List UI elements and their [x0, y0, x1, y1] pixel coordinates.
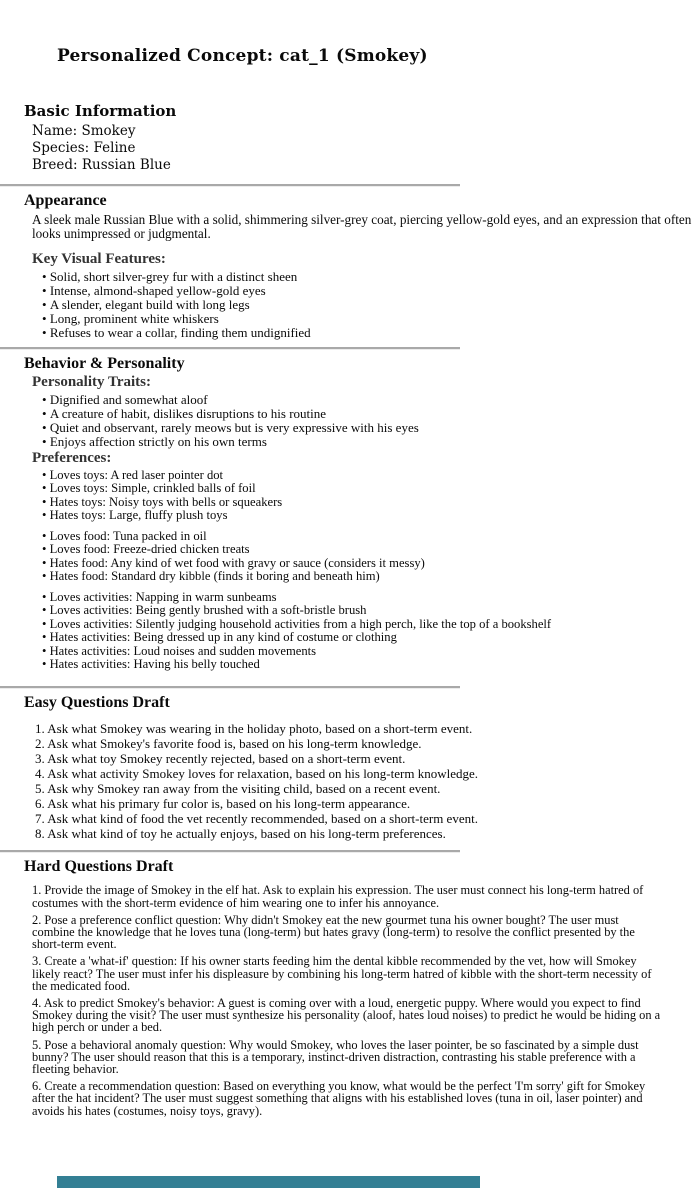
feature-item: • A slender, elegant build with long legs — [32, 298, 620, 312]
preference-item: • Hates toys: Noisy toys with bells or squeakers — [32, 496, 620, 510]
easy-questions-list — [35, 721, 697, 842]
preference-item: • Loves toys: Simple, crinkled balls of foil — [32, 482, 620, 496]
behavior-personality-heading: Behavior & Personality — [24, 355, 185, 373]
personality-traits-heading: Personality Traits: — [32, 374, 152, 391]
preferences-heading: Preferences: — [32, 449, 112, 466]
preference-item: • Hates activities: Being dressed up in any kind of costume or clothing — [32, 631, 620, 645]
preferences-toys-list — [0, 469, 620, 523]
key-visual-features-list — [0, 270, 620, 339]
hard-questions-list — [0, 884, 697, 1116]
preference-item: • Hates activities: Having his belly touched — [32, 658, 620, 672]
preference-item: • Loves activities: Napping in warm sunbeams — [32, 591, 620, 605]
section-divider — [0, 686, 460, 689]
key-visual-features-heading: Key Visual Features: — [32, 251, 166, 268]
hard-question: 5. Pose a behavioral anomaly question: Why would Smokey, who loves the laser pointer, be so fascinated by a simple dust bunny? The user should reason that this is a temporary, instinct-driven distraction, contrasting his stable preference with a fleeting behavior. — [32, 1037, 639, 1076]
preference-item: • Hates activities: Loud noises and sudden movements — [32, 645, 620, 659]
preference-item: • Loves toys: A red laser pointer dot — [32, 469, 620, 483]
easy-question: 3. Ask what toy Smokey recently rejected, based on a short-term event. — [35, 750, 406, 766]
preference-item: • Loves food: Freeze-dried chicken treats — [32, 543, 620, 557]
personality-traits-list — [0, 393, 620, 448]
preference-item: • Loves activities: Being gently brushed with a soft-bristle brush — [32, 604, 620, 618]
trait-item: • Quiet and observant, rarely meows but is very expressive with his eyes — [32, 421, 620, 435]
hard-question: 3. Create a 'what-if' question: If his owner starts feeding him the dental kibble recommended by the vet, how will Smokey likely react? The user must infer his displeasure by combining his long-term hatred of kibble with the short-term necessity of the medicated food. — [32, 954, 652, 993]
feature-item: • Solid, short silver-grey fur with a distinct sheen — [32, 270, 620, 284]
footer-accent-bar — [57, 1176, 480, 1188]
basic-info-name: Name: Smokey — [32, 123, 136, 139]
trait-item: • Enjoys affection strictly on his own terms — [32, 435, 620, 449]
section-divider — [0, 347, 460, 350]
hard-question: 2. Pose a preference conflict question: Why didn't Smokey eat the new gourmet tuna his owner bought? The user must combine the knowledge that he loves tuna (long-term) but hates gravy (long-term) to resolve the conflict presented by the short-term event. — [32, 912, 635, 952]
appearance-description: A sleek male Russian Blue with a solid, shimmering silver-grey coat, piercing yellow-gold eyes, and an expression that often looks unimpressed or judgmental. — [32, 212, 692, 242]
basic-info-species: Species: Feline — [32, 139, 136, 156]
preference-item: • Hates food: Any kind of wet food with gravy or sauce (considers it messy) — [32, 557, 620, 571]
easy-question: 6. Ask what his primary fur color is, based on his long-term appearance. — [35, 796, 411, 812]
easy-question: 7. Ask what kind of food the vet recently recommended, based on a short-term event. — [35, 811, 478, 827]
hard-question: 6. Create a recommendation question: Based on everything you know, what would be the perfect 'I'm sorry' gift for Smokey after the hat incident? The user must suggest something that aligns with his established loves (tuna in oil, laser pointer) and avoids his hates (costumes, noisy toys, gravy). — [32, 1079, 646, 1118]
easy-question: 8. Ask what kind of toy he actually enjoys, based on his long-term preferences. — [35, 826, 446, 842]
section-divider — [0, 850, 460, 853]
easy-question: 2. Ask what Smokey's favorite food is, based on his long-term knowledge. — [35, 735, 422, 751]
hard-questions-heading: Hard Questions Draft — [24, 858, 174, 876]
easy-question: 4. Ask what activity Smokey loves for relaxation, based on his long-term knowledge. — [35, 765, 478, 781]
easy-question: 5. Ask why Smokey ran away from the visiting child, based on a recent event. — [35, 780, 441, 796]
easy-questions-heading: Easy Questions Draft — [24, 693, 170, 711]
appearance-heading: Appearance — [24, 192, 107, 210]
feature-item: • Intense, almond-shaped yellow-gold eyes — [32, 284, 620, 298]
easy-question: 1. Ask what Smokey was wearing in the holiday photo, based on a short-term event. — [35, 720, 473, 736]
preference-item: • Loves food: Tuna packed in oil — [32, 530, 620, 544]
preference-item: • Hates toys: Large, fluffy plush toys — [32, 509, 620, 523]
feature-item: • Long, prominent white whiskers — [32, 312, 620, 326]
basic-information-heading: Basic Information — [24, 102, 177, 120]
feature-item: • Refuses to wear a collar, finding them undignified — [32, 326, 620, 340]
preferences-activities-list — [0, 591, 620, 672]
hard-question: 1. Provide the image of Smokey in the elf hat. Ask to explain his expression. The user must connect his long-term hatred of costumes with the short-term evidence of him wearing one to infer his annoyance. — [32, 883, 644, 910]
trait-item: • A creature of habit, dislikes disruptions to his routine — [32, 407, 620, 421]
page-title: Personalized Concept: cat_1 (Smokey) — [57, 46, 428, 66]
preference-item: • Loves activities: Silently judging household activities from a high perch, like the top of a bookshelf — [32, 618, 620, 632]
document-page — [0, 46, 697, 1188]
basic-info-breed: Breed: Russian Blue — [32, 156, 171, 173]
hard-question: 4. Ask to predict Smokey's behavior: A guest is coming over with a loud, energetic puppy. Where would you expect to find Smokey during the visit? The user must synthesize his personality (aloof, hates loud noises) to predict he would be hiding on a high perch or under a bed. — [32, 995, 661, 1035]
trait-item: • Dignified and somewhat aloof — [32, 393, 620, 407]
preferences-food-list — [0, 530, 620, 584]
section-divider — [0, 184, 460, 187]
preference-item: • Hates food: Standard dry kibble (finds it boring and beneath him) — [32, 570, 620, 584]
